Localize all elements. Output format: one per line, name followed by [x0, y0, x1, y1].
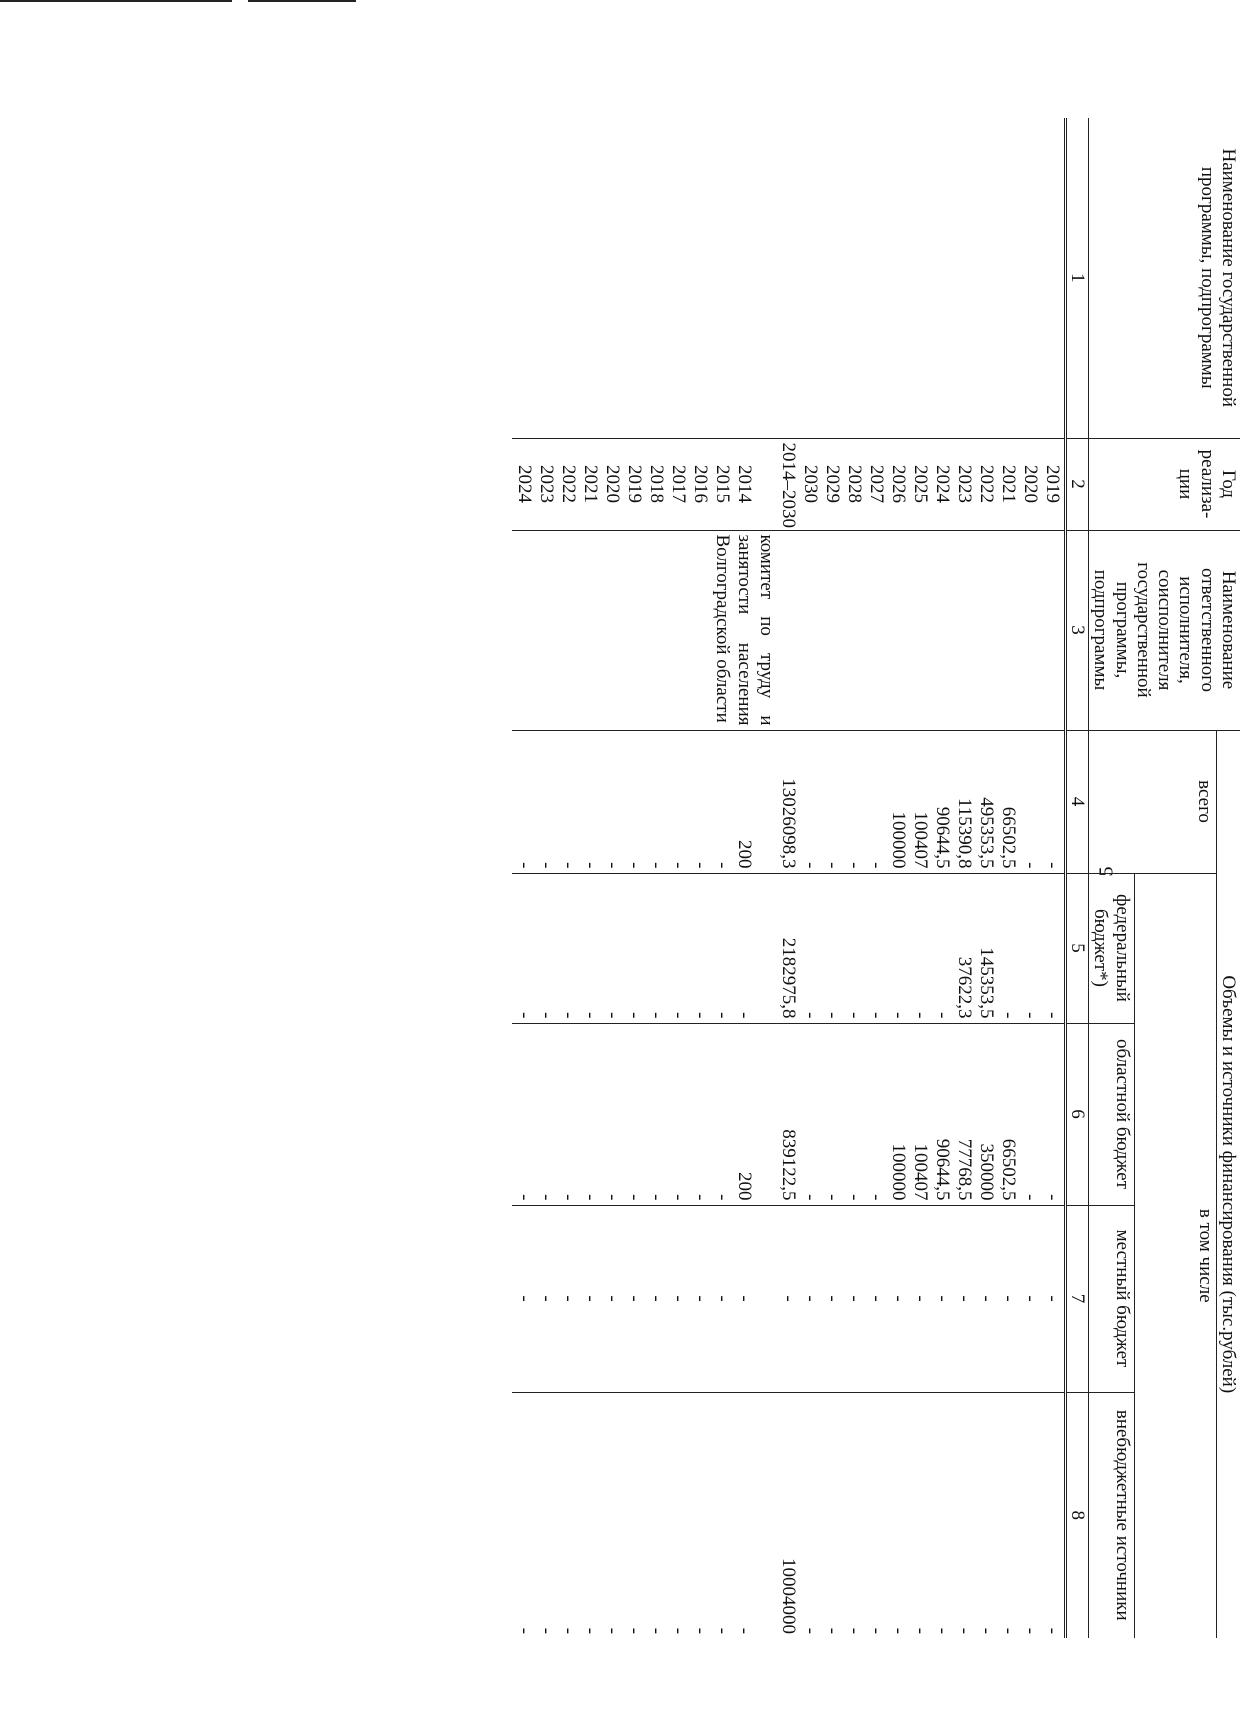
cell-value: -	[623, 1194, 645, 1201]
cell-value: -	[579, 1295, 601, 1302]
cell-value: -	[733, 1012, 755, 1019]
column-number-1: 1	[1065, 118, 1088, 438]
cell-value: -	[821, 1194, 843, 1201]
cell-value: 66502,5	[997, 806, 1019, 869]
cell-value: -	[1019, 1194, 1041, 1201]
cell-value: -	[1041, 1194, 1063, 1201]
cell-value: -	[711, 862, 733, 869]
header-including: в том числе	[1134, 873, 1216, 1638]
cell-value: -	[513, 862, 535, 869]
cell-value: -	[535, 1627, 557, 1635]
year-column	[512, 438, 1066, 530]
funding-table	[512, 118, 1240, 1638]
executor-name: комитет по труду и занятости населения Волгоградской области	[711, 534, 777, 726]
header-executor: Наименование ответственного исполнителя, соисполнителя государственной программы, подпрограммы	[1089, 530, 1240, 730]
cell-value: 2021	[997, 465, 1019, 503]
cell-value: -	[579, 862, 601, 869]
cell-value: 2015	[711, 465, 733, 503]
cell-value: 77768,5	[953, 1138, 975, 1201]
cell-value: -	[997, 1627, 1019, 1635]
cell-value: -	[667, 1194, 689, 1201]
year-list-block2	[513, 443, 755, 526]
cell-value: 2182975,8	[777, 937, 799, 1019]
column-number-5: 5	[1065, 873, 1088, 1023]
cell-value: -	[909, 1012, 931, 1019]
cell-value: -	[711, 1194, 733, 1201]
column-number-6: 6	[1065, 1023, 1088, 1205]
cell-value: -	[733, 1627, 755, 1635]
cell-value: -	[865, 1627, 887, 1635]
extrabudget-column	[512, 1392, 1066, 1638]
cell-value: -	[557, 1012, 579, 1019]
cell-value: 2021	[579, 465, 601, 503]
cell-value: -	[931, 1295, 953, 1302]
header-total: всего	[1089, 730, 1217, 873]
cell-value: -	[799, 1627, 821, 1635]
cell-value: -	[557, 862, 579, 869]
cell-value: -	[1019, 862, 1041, 869]
cell-value: -	[843, 1194, 865, 1201]
cell-value: -	[535, 1194, 557, 1201]
table-body-row	[512, 118, 1066, 1638]
cell-value: -	[601, 862, 623, 869]
cell-value: 200	[733, 840, 755, 869]
cell-value: -	[645, 1627, 667, 1635]
cell-value: -	[997, 1012, 1019, 1019]
cell-value: -	[865, 862, 887, 869]
cell-value: -	[579, 1012, 601, 1019]
cell-value: 495353,5	[975, 797, 997, 869]
cell-value: 2030	[799, 465, 821, 503]
scan-top-line-left	[0, 0, 232, 2]
cell-value: -	[601, 1295, 623, 1302]
cell-value: -	[645, 1295, 667, 1302]
cell-value: -	[975, 1627, 997, 1635]
cell-value: -	[975, 1295, 997, 1302]
cell-value: -	[799, 862, 821, 869]
cell-value: -	[711, 1627, 733, 1635]
cell-value: -	[733, 1295, 755, 1302]
program-name-cell	[512, 118, 1066, 438]
cell-value: -	[887, 1012, 909, 1019]
cell-value: -	[535, 1012, 557, 1019]
cell-value: -	[799, 1295, 821, 1302]
cell-value: 2019	[623, 465, 645, 503]
cell-value: 350000	[975, 1143, 997, 1201]
cell-value: 2028	[843, 465, 865, 503]
cell-value: 2019	[1041, 465, 1063, 503]
cell-value: -	[557, 1627, 579, 1635]
year-list-block1	[777, 443, 1063, 526]
cell-value: 839122,5	[777, 1129, 799, 1201]
cell-value: -	[689, 1012, 711, 1019]
cell-value: 115390,8	[953, 797, 975, 869]
cell-value: -	[997, 1295, 1019, 1302]
executor-column	[512, 530, 1066, 730]
cell-value: -	[579, 1627, 601, 1635]
extrabudget-list-block1	[777, 1397, 1063, 1635]
total-column	[512, 730, 1066, 873]
cell-value: -	[513, 1627, 535, 1635]
cell-value: -	[843, 1295, 865, 1302]
cell-value: -	[887, 1295, 909, 1302]
column-number-7: 7	[1065, 1205, 1088, 1392]
cell-value: -	[645, 1012, 667, 1019]
cell-value: -	[579, 1194, 601, 1201]
cell-value: -	[821, 1627, 843, 1635]
header-local-budget: местный бюджет	[1089, 1205, 1135, 1392]
header-extrabudget: внебюджетные источники	[1089, 1392, 1135, 1638]
cell-value: -	[689, 1194, 711, 1201]
cell-value: 10004000	[777, 1558, 799, 1635]
cell-value: 90644,5	[931, 1138, 953, 1201]
cell-value: 100407	[909, 1143, 931, 1201]
cell-value: -	[1041, 862, 1063, 869]
cell-value: -	[1019, 1295, 1041, 1302]
cell-value: -	[535, 1295, 557, 1302]
regional-list-block1	[777, 1028, 1063, 1201]
regional-column	[512, 1023, 1066, 1205]
cell-value: 2022	[557, 465, 579, 503]
cell-value: 2018	[645, 465, 667, 503]
rotated-funding-table	[110, 118, 1240, 1638]
local-column	[512, 1205, 1066, 1392]
cell-value: 2024	[513, 465, 535, 503]
cell-value: 2020	[601, 465, 623, 503]
cell-value: -	[887, 1627, 909, 1635]
cell-value: -	[799, 1194, 821, 1201]
column-number-8: 8	[1065, 1392, 1088, 1638]
cell-value: -	[601, 1627, 623, 1635]
federal-list-block2	[513, 878, 755, 1019]
cell-value: -	[601, 1194, 623, 1201]
cell-value: -	[865, 1194, 887, 1201]
cell-value: 37622,3	[953, 956, 975, 1019]
cell-value: 200	[733, 1172, 755, 1201]
cell-value: -	[777, 1295, 799, 1302]
cell-value: -	[513, 1295, 535, 1302]
cell-value: -	[513, 1012, 535, 1019]
cell-value: -	[689, 1295, 711, 1302]
cell-value: -	[931, 1627, 953, 1635]
scan-top-line-right	[248, 0, 356, 2]
cell-value: -	[821, 1295, 843, 1302]
cell-value: -	[667, 1295, 689, 1302]
cell-value: 2023	[535, 465, 557, 503]
cell-value: -	[865, 1012, 887, 1019]
cell-value: -	[601, 1012, 623, 1019]
column-number-4: 4	[1065, 730, 1088, 873]
cell-value: 100000	[887, 1143, 909, 1201]
cell-value: -	[623, 1012, 645, 1019]
cell-value: -	[557, 1194, 579, 1201]
cell-value: -	[821, 862, 843, 869]
total-list-block1	[777, 735, 1063, 869]
cell-value: 100407	[909, 811, 931, 869]
local-list-block1	[777, 1210, 1063, 1388]
cell-value: -	[623, 1295, 645, 1302]
cell-value: 2023	[953, 465, 975, 503]
header-year: Год реализа-ции	[1089, 438, 1240, 530]
cell-value: -	[711, 1012, 733, 1019]
cell-value: -	[557, 1295, 579, 1302]
cell-value: -	[821, 1012, 843, 1019]
column-number-3: 3	[1065, 530, 1088, 730]
cell-value: -	[843, 862, 865, 869]
cell-value: -	[1019, 1012, 1041, 1019]
local-list-block2	[513, 1210, 755, 1388]
cell-value: 66502,5	[997, 1138, 1019, 1201]
cell-value: 2014–2030	[777, 442, 799, 528]
cell-value: 145353,5	[975, 947, 997, 1019]
header-regional-budget: областной бюджет	[1089, 1023, 1135, 1205]
header-federal-budget: федеральный бюджет*)	[1089, 873, 1135, 1023]
extrabudget-list-block2	[513, 1397, 755, 1635]
page-number: 5	[1095, 866, 1118, 877]
cell-value: -	[1019, 1627, 1041, 1635]
cell-value: -	[1041, 1012, 1063, 1019]
cell-value: -	[667, 1012, 689, 1019]
cell-value: 2026	[887, 465, 909, 503]
cell-value: -	[513, 1194, 535, 1201]
cell-value: -	[689, 862, 711, 869]
cell-value: -	[645, 1194, 667, 1201]
cell-value: 2016	[689, 465, 711, 503]
cell-value: -	[645, 862, 667, 869]
header-program-name: Наименование государственной программы, подпрограммы	[1196, 148, 1239, 408]
cell-value: -	[953, 1627, 975, 1635]
federal-list-block1	[777, 878, 1063, 1019]
cell-value: 100000	[887, 811, 909, 869]
cell-value: 2014	[733, 465, 755, 503]
cell-value: -	[667, 1627, 689, 1635]
cell-value: -	[623, 862, 645, 869]
cell-value: -	[623, 1627, 645, 1635]
cell-value: 2020	[1019, 465, 1041, 503]
column-number-2: 2	[1065, 438, 1088, 530]
federal-column	[512, 873, 1066, 1023]
cell-value: -	[843, 1012, 865, 1019]
cell-value: -	[843, 1627, 865, 1635]
total-list-block2	[513, 735, 755, 869]
cell-value: 2025	[909, 465, 931, 503]
regional-list-block2	[513, 1028, 755, 1201]
cell-value: 2022	[975, 465, 997, 503]
cell-value: -	[711, 1295, 733, 1302]
cell-value: -	[953, 1295, 975, 1302]
cell-value: 2024	[931, 465, 953, 503]
cell-value: -	[931, 1012, 953, 1019]
cell-value: 90644,5	[931, 806, 953, 869]
header-funding: Объемы и источники финансирования (тыс.рублей)	[1216, 730, 1240, 1638]
cell-value: -	[909, 1295, 931, 1302]
cell-value: -	[909, 1627, 931, 1635]
cell-value: -	[1041, 1295, 1063, 1302]
cell-value: 2029	[821, 465, 843, 503]
cell-value: -	[1041, 1627, 1063, 1635]
cell-value: -	[865, 1295, 887, 1302]
cell-value: -	[535, 862, 557, 869]
cell-value: -	[667, 862, 689, 869]
cell-value: 2027	[865, 465, 887, 503]
cell-value: 2017	[667, 465, 689, 503]
cell-value: -	[689, 1627, 711, 1635]
cell-value: 13026098,3	[777, 778, 799, 869]
cell-value: -	[799, 1012, 821, 1019]
